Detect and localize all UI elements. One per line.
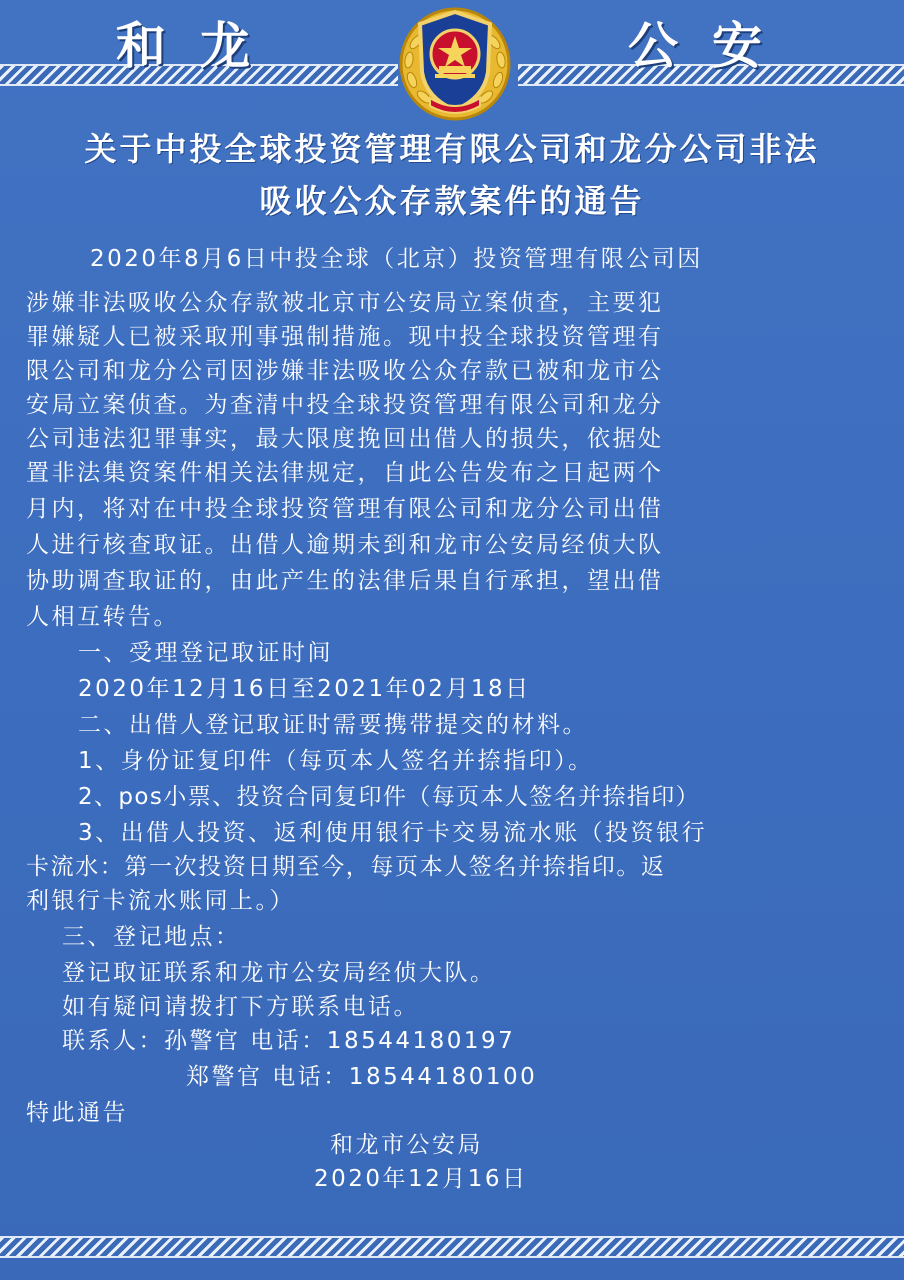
question-line: 如有疑问请拨打下方联系电话。 xyxy=(62,994,419,1020)
body-line: 月内，将对在中投全球投资管理有限公司和龙分公司出借 xyxy=(26,496,664,522)
section1-heading: 一、受理登记取证时间 xyxy=(78,640,333,666)
header-left-text: 和龙 xyxy=(116,17,284,75)
material-item-3-line: 卡流水：第一次投资日期至今，每页本人签名并捺指印。返 xyxy=(26,854,666,880)
location-line: 登记取证联系和龙市公安局经侦大队。 xyxy=(62,960,496,986)
header-right-text: 公安 xyxy=(628,17,796,75)
decorative-band-bottom xyxy=(0,1236,904,1258)
body-line: 罪嫌疑人已被采取刑事强制措施。现中投全球投资管理有 xyxy=(26,324,664,350)
material-item-1: 1、身份证复印件（每页本人签名并捺指印）。 xyxy=(78,748,594,774)
contact-line-2: 郑警官 电话：18544180100 xyxy=(186,1064,538,1090)
poster-header xyxy=(0,0,904,110)
section2-heading: 二、出借人登记取证时需要携带提交的材料。 xyxy=(78,712,588,738)
body-line: 2020年8月6日中投全球（北京）投资管理有限公司因 xyxy=(90,246,703,272)
body-line: 人相互转告。 xyxy=(26,604,179,630)
material-item-2: 2、pos小票、投资合同复印件（每页本人签名并捺指印） xyxy=(78,784,701,810)
material-item-3-line: 利银行卡流水账同上。） xyxy=(26,888,295,914)
body-line: 涉嫌非法吸收公众存款被北京市公安局立案侦查，主要犯 xyxy=(26,290,664,316)
police-emblem-icon xyxy=(394,2,516,122)
body-line: 人进行核查取证。出借人逾期未到和龙市公安局经侦大队 xyxy=(26,532,664,558)
body-line: 公司违法犯罪事实，最大限度挽回出借人的损失，依据处 xyxy=(26,426,664,452)
material-item-3-line: 3、出借人投资、返利使用银行卡交易流水账（投资银行 xyxy=(78,820,708,846)
body-line: 协助调查取证的，由此产生的法律后果自行承担，望出借 xyxy=(26,568,664,594)
notice-title-line1: 关于中投全球投资管理有限公司和龙分公司非法 xyxy=(84,130,820,168)
section1-value: 2020年12月16日至2021年02月18日 xyxy=(78,676,531,702)
closing-text: 特此通告 xyxy=(26,1100,128,1126)
section3-heading: 三、登记地点： xyxy=(62,924,241,950)
body-line: 安局立案侦查。为查清中投全球投资管理有限公司和龙分 xyxy=(26,392,664,418)
issue-date: 2020年12月16日 xyxy=(314,1166,528,1192)
body-line: 限公司和龙分公司因涉嫌非法吸收公众存款已被和龙市公 xyxy=(26,358,664,384)
contact-line-1: 联系人：孙警官 电话：18544180197 xyxy=(62,1028,516,1054)
issuer-name: 和龙市公安局 xyxy=(330,1132,483,1158)
notice-title-line2: 吸收公众存款案件的通告 xyxy=(259,182,645,220)
body-line: 置非法集资案件相关法律规定，自此公告发布之日起两个 xyxy=(26,460,664,486)
